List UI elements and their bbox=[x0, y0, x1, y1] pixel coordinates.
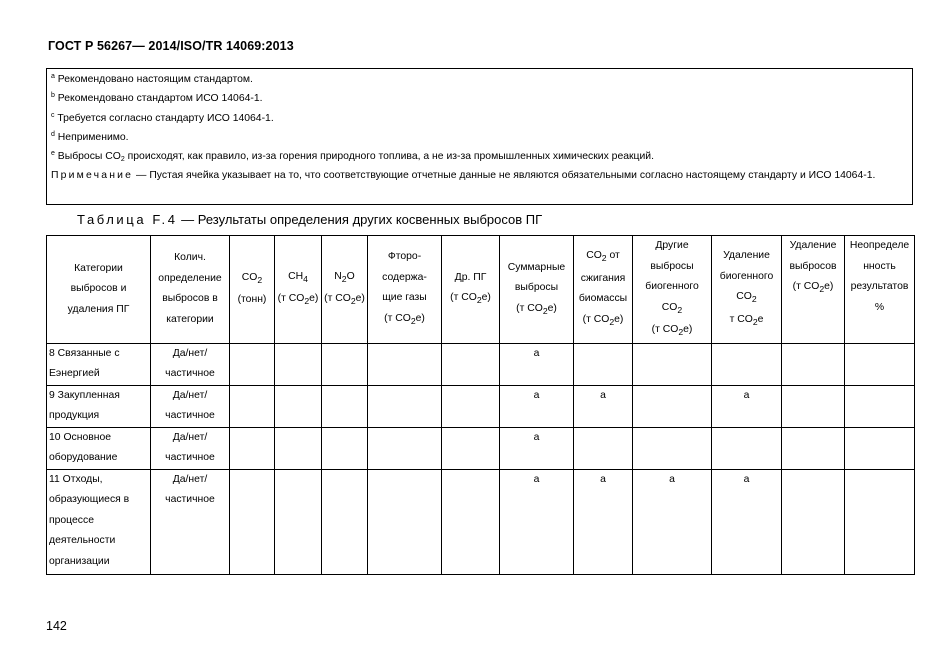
cell-other-biogenic bbox=[633, 427, 712, 469]
cell-other-ghg bbox=[442, 343, 500, 385]
note-text: Требуется согласно стандарту ИСО 14064-1. bbox=[57, 112, 274, 124]
table-caption bbox=[77, 212, 542, 227]
header-biomass-co2: $CO_2$ от сжигания биомассы (т $CO_2e$) bbox=[574, 236, 633, 344]
note-a bbox=[51, 70, 908, 89]
cell-other-biogenic bbox=[633, 343, 712, 385]
table-row bbox=[47, 427, 915, 469]
remark-text: — Пустая ячейка указывает на то, что соответствующие отчетные данные не являются обязательными согласно настоящему стандарту и ИСО 14064-1. bbox=[133, 170, 876, 182]
cell-removals bbox=[782, 385, 845, 427]
table-row bbox=[47, 343, 915, 385]
subscript: 2 bbox=[120, 156, 125, 164]
table-title-text: — Результаты определения других косвенных выбросов ПГ bbox=[177, 212, 543, 227]
cell-other-ghg bbox=[442, 385, 500, 427]
remark-label: Примечание bbox=[51, 170, 134, 182]
header-n2o: $N_2O$ (т $CO_2e$) bbox=[322, 236, 368, 344]
note-e bbox=[51, 147, 908, 166]
cell-other-biogenic bbox=[633, 385, 712, 427]
cell-uncertainty bbox=[845, 427, 915, 469]
header-uncertainty: Неопределе нность результатов % bbox=[845, 236, 915, 344]
note-mark: b bbox=[51, 92, 55, 100]
header-other-ghg: Др. ПГ (т $CO_2e$) bbox=[442, 236, 500, 344]
header-biogenic-removal: Удаление биогенного $CO_2$ т $CO_2e$ bbox=[712, 236, 782, 344]
header-ch4: $CH_4$ (т $CO_2e$) bbox=[275, 236, 322, 344]
cell-fgases bbox=[368, 343, 442, 385]
header-quantified: Колич. определение выбросов в категории bbox=[151, 236, 230, 344]
note-mark: e bbox=[51, 150, 55, 158]
cell-other-ghg bbox=[442, 469, 500, 574]
table-row bbox=[47, 469, 915, 574]
cell-ch4 bbox=[275, 385, 322, 427]
header-fluorinated-gases: Фторо- содержа- щие газы (т $CO_2e$) bbox=[368, 236, 442, 344]
row-category: 8 Связанные с Еэнергией bbox=[47, 343, 151, 385]
header-other-biogenic: Другие выбросы биогенного $CO_2$ (т $CO_2e$) bbox=[633, 236, 712, 344]
cell-biomass bbox=[574, 343, 633, 385]
remark bbox=[51, 166, 908, 185]
cell-fgases bbox=[368, 427, 442, 469]
cell-biogenic-removal bbox=[712, 427, 782, 469]
cell-biogenic-removal bbox=[712, 343, 782, 385]
cell-biomass: a bbox=[574, 385, 633, 427]
cell-co2 bbox=[230, 469, 275, 574]
cell-co2 bbox=[230, 427, 275, 469]
cell-total: a bbox=[500, 469, 574, 574]
row-category: 11 Отходы, образующиеся в процессе деятельности организации bbox=[47, 469, 151, 574]
note-d bbox=[51, 128, 908, 147]
cell-fgases bbox=[368, 385, 442, 427]
cell-biomass bbox=[574, 427, 633, 469]
cell-co2 bbox=[230, 343, 275, 385]
note-mark: d bbox=[51, 130, 55, 138]
cell-removals bbox=[782, 427, 845, 469]
cell-removals bbox=[782, 469, 845, 574]
header-removals: Удаление выбросов (т $CO_2e$) bbox=[782, 236, 845, 344]
cell-ch4 bbox=[275, 469, 322, 574]
cell-biogenic-removal: a bbox=[712, 385, 782, 427]
cell-uncertainty bbox=[845, 385, 915, 427]
note-text: Рекомендовано настоящим стандартом. bbox=[57, 74, 253, 85]
emissions-table bbox=[46, 235, 915, 575]
cell-removals bbox=[782, 343, 845, 385]
note-text-post: происходят, как правило, из-за горения природного топлива, а не из-за промышленных химических реакций. bbox=[124, 151, 654, 163]
cell-n2o bbox=[322, 385, 368, 427]
table-row bbox=[47, 385, 915, 427]
cell-n2o bbox=[322, 343, 368, 385]
cell-uncertainty bbox=[845, 343, 915, 385]
row-quantified: Да/нет/ частичное bbox=[151, 343, 230, 385]
note-text: Рекомендовано стандартом ИСО 14064-1. bbox=[57, 93, 263, 105]
cell-total: a bbox=[500, 343, 574, 385]
cell-uncertainty bbox=[845, 469, 915, 574]
row-quantified: Да/нет/ частичное bbox=[151, 469, 230, 574]
cell-other-biogenic: a bbox=[633, 469, 712, 574]
header-co2: $CO_2$ (тонн) bbox=[230, 236, 275, 344]
row-category: 9 Закупленная продукция bbox=[47, 385, 151, 427]
cell-biomass: a bbox=[574, 469, 633, 574]
cell-total: a bbox=[500, 385, 574, 427]
note-mark: a bbox=[51, 73, 55, 80]
header-total-emissions: Суммарные выбросы (т $CO_2e$) bbox=[500, 236, 574, 344]
table-header-row bbox=[47, 236, 915, 344]
cell-total: a bbox=[500, 427, 574, 469]
cell-biogenic-removal: a bbox=[712, 469, 782, 574]
row-quantified: Да/нет/ частичное bbox=[151, 385, 230, 427]
table-label: Таблица F.4 bbox=[77, 212, 178, 227]
note-text-pre: Выбросы CO bbox=[57, 151, 121, 163]
row-category: 10 Основное оборудование bbox=[47, 427, 151, 469]
header-category: Категории выбросов и удаления ПГ bbox=[47, 236, 151, 344]
note-b bbox=[51, 89, 908, 108]
table-notes-box bbox=[46, 68, 913, 205]
cell-other-ghg bbox=[442, 427, 500, 469]
note-mark: c bbox=[51, 111, 55, 119]
cell-n2o bbox=[322, 427, 368, 469]
note-c bbox=[51, 109, 908, 128]
row-quantified: Да/нет/ частичное bbox=[151, 427, 230, 469]
cell-ch4 bbox=[275, 427, 322, 469]
page-number: 142 bbox=[46, 619, 67, 633]
note-text: Неприменимо. bbox=[57, 131, 129, 143]
cell-co2 bbox=[230, 385, 275, 427]
cell-fgases bbox=[368, 469, 442, 574]
cell-ch4 bbox=[275, 343, 322, 385]
cell-n2o bbox=[322, 469, 368, 574]
document-header: ГОСТ Р 56267— 2014/ISO/TR 14069:2013 bbox=[48, 39, 294, 53]
